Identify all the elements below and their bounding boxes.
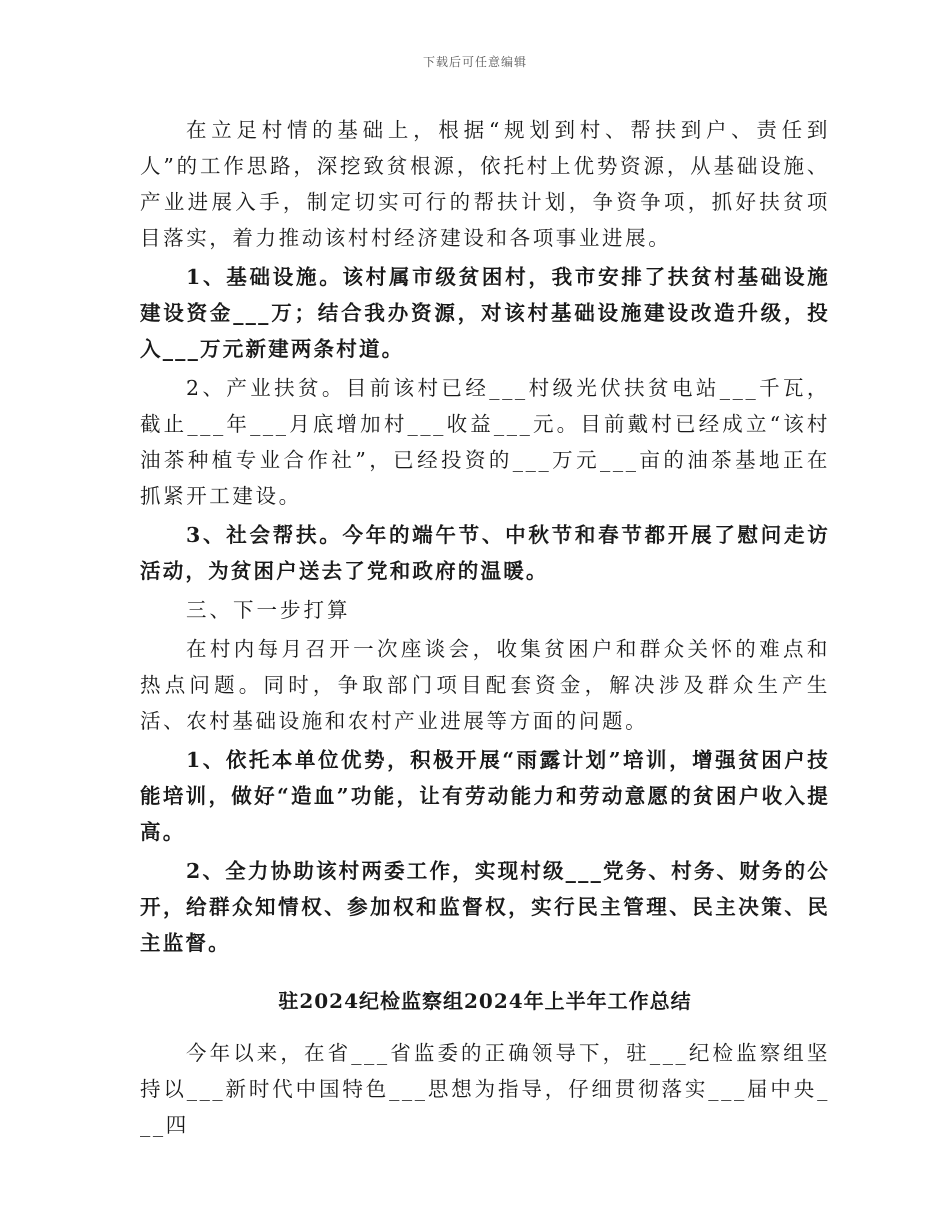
paragraph-intro: 在立足村情的基础上，根据“规划到村、帮扶到户、责任到人”的工作思路，深挖致贫根源，依托村上优势资源，从基础设施、产业进展入手，制定切实可行的帮扶计划，争资争项，抓好扶贫项目落实，着力推动该村村经济建设和各项事业进展。 [140, 118, 830, 250]
document-title: 驻2024纪检监察组2024年上半年工作总结 [278, 989, 692, 1013]
page-header-note: 下载后可任意编辑 [422, 55, 527, 69]
paragraph-monthly-meeting: 在村内每月召开一次座谈会，收集贫困户和群众关怀的难点和热点问题。同时，争取部门项目配套资金，解决涉及群众生产生活、农村基础设施和农村产业进展等方面的问题。 [140, 637, 830, 733]
paragraph-village-affairs: 2、全力协助该村两委工作，实现村级___党务、村务、财务的公开，给群众知情权、参加权和监督权，实行民主管理、民主决策、民主监督。 [140, 859, 831, 955]
section-heading-next-steps: 三、下一步打算 [186, 598, 351, 622]
paragraph-social-support: 3、社会帮扶。今年的端午节、中秋节和春节都开展了慰问走访活动，为贫困户送去了党和政府的温暖。 [140, 523, 830, 583]
document-body [140, 112, 830, 1146]
paragraph-industry-support: 2、产业扶贫。目前该村已经___村级光伏扶贫电站___千瓦，截止___年___月底增加村___收益___元。目前戴村已经成立“该村油茶种植专业合作社”，已经投资的___万元___亩的油茶基地正在抓紧开工建设。 [140, 376, 830, 508]
paragraph-infrastructure: 1、基础设施。该村属市级贫困村，我市安排了扶贫村基础设施建设资金___万；结合我办资源，对该村基础设施建设改造升级，投入___万元新建两条村道。 [140, 265, 830, 361]
paragraph-training: 1、依托本单位优势，积极开展“雨露计划”培训，增强贫困户技能培训，做好“造血”功能，让有劳动能力和劳动意愿的贫困户收入提高。 [140, 748, 830, 844]
paragraph-summary-intro: 今年以来，在省___省监委的正确领导下，驻___纪检监察组坚持以___新时代中国特色___思想为指导，仔细贯彻落实___届中央___四 [140, 1041, 830, 1137]
